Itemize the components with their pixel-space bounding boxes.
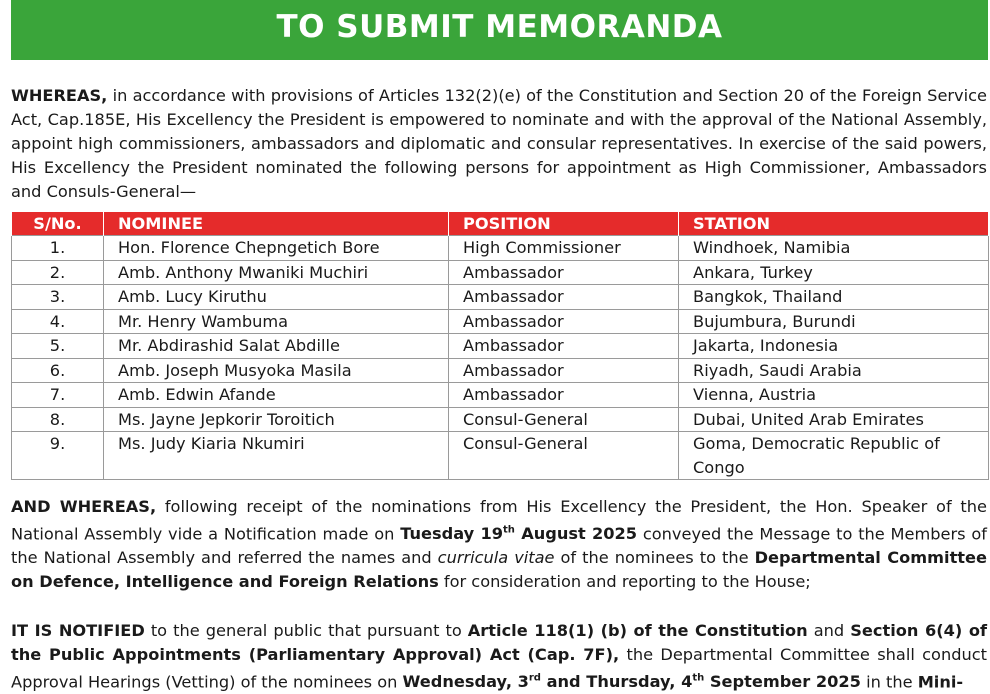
- cell-nominee: Mr. Henry Wambuma: [104, 309, 449, 334]
- cell-nominee: Amb. Joseph Musyoka Masila: [104, 358, 449, 383]
- cell-position: Ambassador: [449, 334, 679, 359]
- whereas-paragraph: [11, 84, 987, 204]
- notification-date-day: Tuesday 19: [400, 524, 503, 544]
- notification-date: [400, 524, 637, 543]
- cell-position: Ambassador: [449, 260, 679, 285]
- cell-station: Riyadh, Saudi Arabia: [679, 358, 989, 383]
- table-row: [12, 334, 989, 359]
- whereas-text: in accordance with provisions of Articles 132(2)(e) of the Constitution and Section 20 of the Foreign Service Act, Cap.185E, His Excellency the President is empowered to nominate and with the approval of the National Assembly, appoint high commissioners, ambassadors and diplomatic and consular representatives. In exercise of the said powers, His Excellency the President nominated the following persons for appointment as High Commissioner, Ambassadors and Consuls-General—: [11, 86, 987, 201]
- and-whereas-text-3: of the nominees to the: [554, 548, 755, 568]
- header-position: POSITION: [449, 212, 679, 236]
- table-row: [12, 407, 989, 432]
- hearing-date-2-suffix: th: [692, 673, 705, 684]
- notification-date-rest: August 2025: [514, 524, 638, 544]
- hearing-date-1-suffix: rd: [528, 673, 541, 684]
- cell-sno: 5.: [12, 334, 104, 359]
- cell-nominee: Ms. Jayne Jepkorir Toroitich: [104, 407, 449, 432]
- cell-nominee: Amb. Anthony Mwaniki Muchiri: [104, 260, 449, 285]
- and-whereas-paragraph: [11, 495, 987, 594]
- notification-date-suffix: th: [503, 525, 515, 536]
- cell-nominee: Hon. Florence Chepngetich Bore: [104, 236, 449, 261]
- cell-position: Ambassador: [449, 358, 679, 383]
- notified-text-4: in the: [860, 672, 918, 692]
- cell-sno: 4.: [12, 309, 104, 334]
- table-row: [12, 260, 989, 285]
- cell-station: Bangkok, Thailand: [679, 285, 989, 310]
- notified-paragraph: [11, 619, 987, 694]
- notified-text-2: and: [807, 621, 851, 640]
- whereas-lead: WHEREAS,: [11, 86, 108, 105]
- title-banner: [11, 0, 988, 60]
- notified-lead: IT IS NOTIFIED: [11, 621, 145, 640]
- cell-position: Ambassador: [449, 383, 679, 408]
- cell-nominee: Mr. Abdirashid Salat Abdille: [104, 334, 449, 359]
- curricula-vitae-text: curricula vitae: [437, 548, 555, 568]
- table-row: [12, 285, 989, 310]
- cell-position: Ambassador: [449, 309, 679, 334]
- cell-position: High Commissioner: [449, 236, 679, 261]
- act-reference: Section 6(4) of the Public Appointments (Parliamentary Approval) Act (Cap. 7F),: [11, 621, 987, 664]
- cell-station: Windhoek, Namibia: [679, 236, 989, 261]
- hearing-date-2: and Thursday, 4: [540, 672, 693, 692]
- hearing-date-month: September 2025: [704, 672, 861, 692]
- committee-name: Departmental Committee on Defence, Intelligence and Foreign Relations: [11, 548, 987, 592]
- cell-sno: 9.: [12, 432, 104, 480]
- notified-text-1: to the general public that pursuant to: [144, 621, 468, 640]
- cell-nominee: Amb. Edwin Afande: [104, 383, 449, 408]
- constitution-reference: Article 118(1) (b) of the Constitution: [467, 621, 808, 640]
- table-header-row: [12, 212, 989, 236]
- venue-start: Mini-: [917, 672, 964, 692]
- cell-sno: 3.: [12, 285, 104, 310]
- and-whereas-text-2: conveyed the Message to the Members of the National Assembly and referred the names and: [11, 524, 987, 568]
- hearing-dates: [403, 672, 861, 691]
- cell-station: Bujumbura, Burundi: [679, 309, 989, 334]
- table-row: [12, 383, 989, 408]
- cell-sno: 2.: [12, 260, 104, 285]
- table-row: [12, 358, 989, 383]
- cell-position: Consul-General: [449, 432, 679, 480]
- cell-sno: 6.: [12, 358, 104, 383]
- cell-sno: 7.: [12, 383, 104, 408]
- header-station: STATION: [679, 212, 989, 236]
- and-whereas-text-4: for consideration and reporting to the House;: [438, 572, 811, 592]
- table-row: [12, 236, 989, 261]
- header-sno: S/No.: [12, 212, 104, 236]
- notified-text-3: the Departmental Committee shall conduct Approval Hearings (Vetting) of the nominees on: [11, 645, 987, 692]
- hearing-date-1: Wednesday, 3: [402, 672, 529, 692]
- page-title: TO SUBMIT MEMORANDA: [276, 9, 723, 45]
- table-row: [12, 309, 989, 334]
- and-whereas-lead: AND WHEREAS,: [11, 497, 157, 516]
- cell-station: Jakarta, Indonesia: [679, 334, 989, 359]
- cell-position: Consul-General: [449, 407, 679, 432]
- cell-sno: 8.: [12, 407, 104, 432]
- cell-sno: 1.: [12, 236, 104, 261]
- cell-position: Ambassador: [449, 285, 679, 310]
- cell-station: Goma, Democratic Republic of Congo: [679, 432, 989, 480]
- header-nominee: NOMINEE: [104, 212, 449, 236]
- cell-station: Vienna, Austria: [679, 383, 989, 408]
- cell-station: Dubai, United Arab Emirates: [679, 407, 989, 432]
- nominees-table: [11, 212, 989, 480]
- cell-nominee: Amb. Lucy Kiruthu: [104, 285, 449, 310]
- cell-station: Ankara, Turkey: [679, 260, 989, 285]
- table-row: [12, 432, 989, 480]
- and-whereas-text-1: following receipt of the nominations from His Excellency the President, the Hon. Speaker of the National Assembly vide a Notification made on: [11, 497, 987, 544]
- cell-nominee: Ms. Judy Kiaria Nkumiri: [104, 432, 449, 480]
